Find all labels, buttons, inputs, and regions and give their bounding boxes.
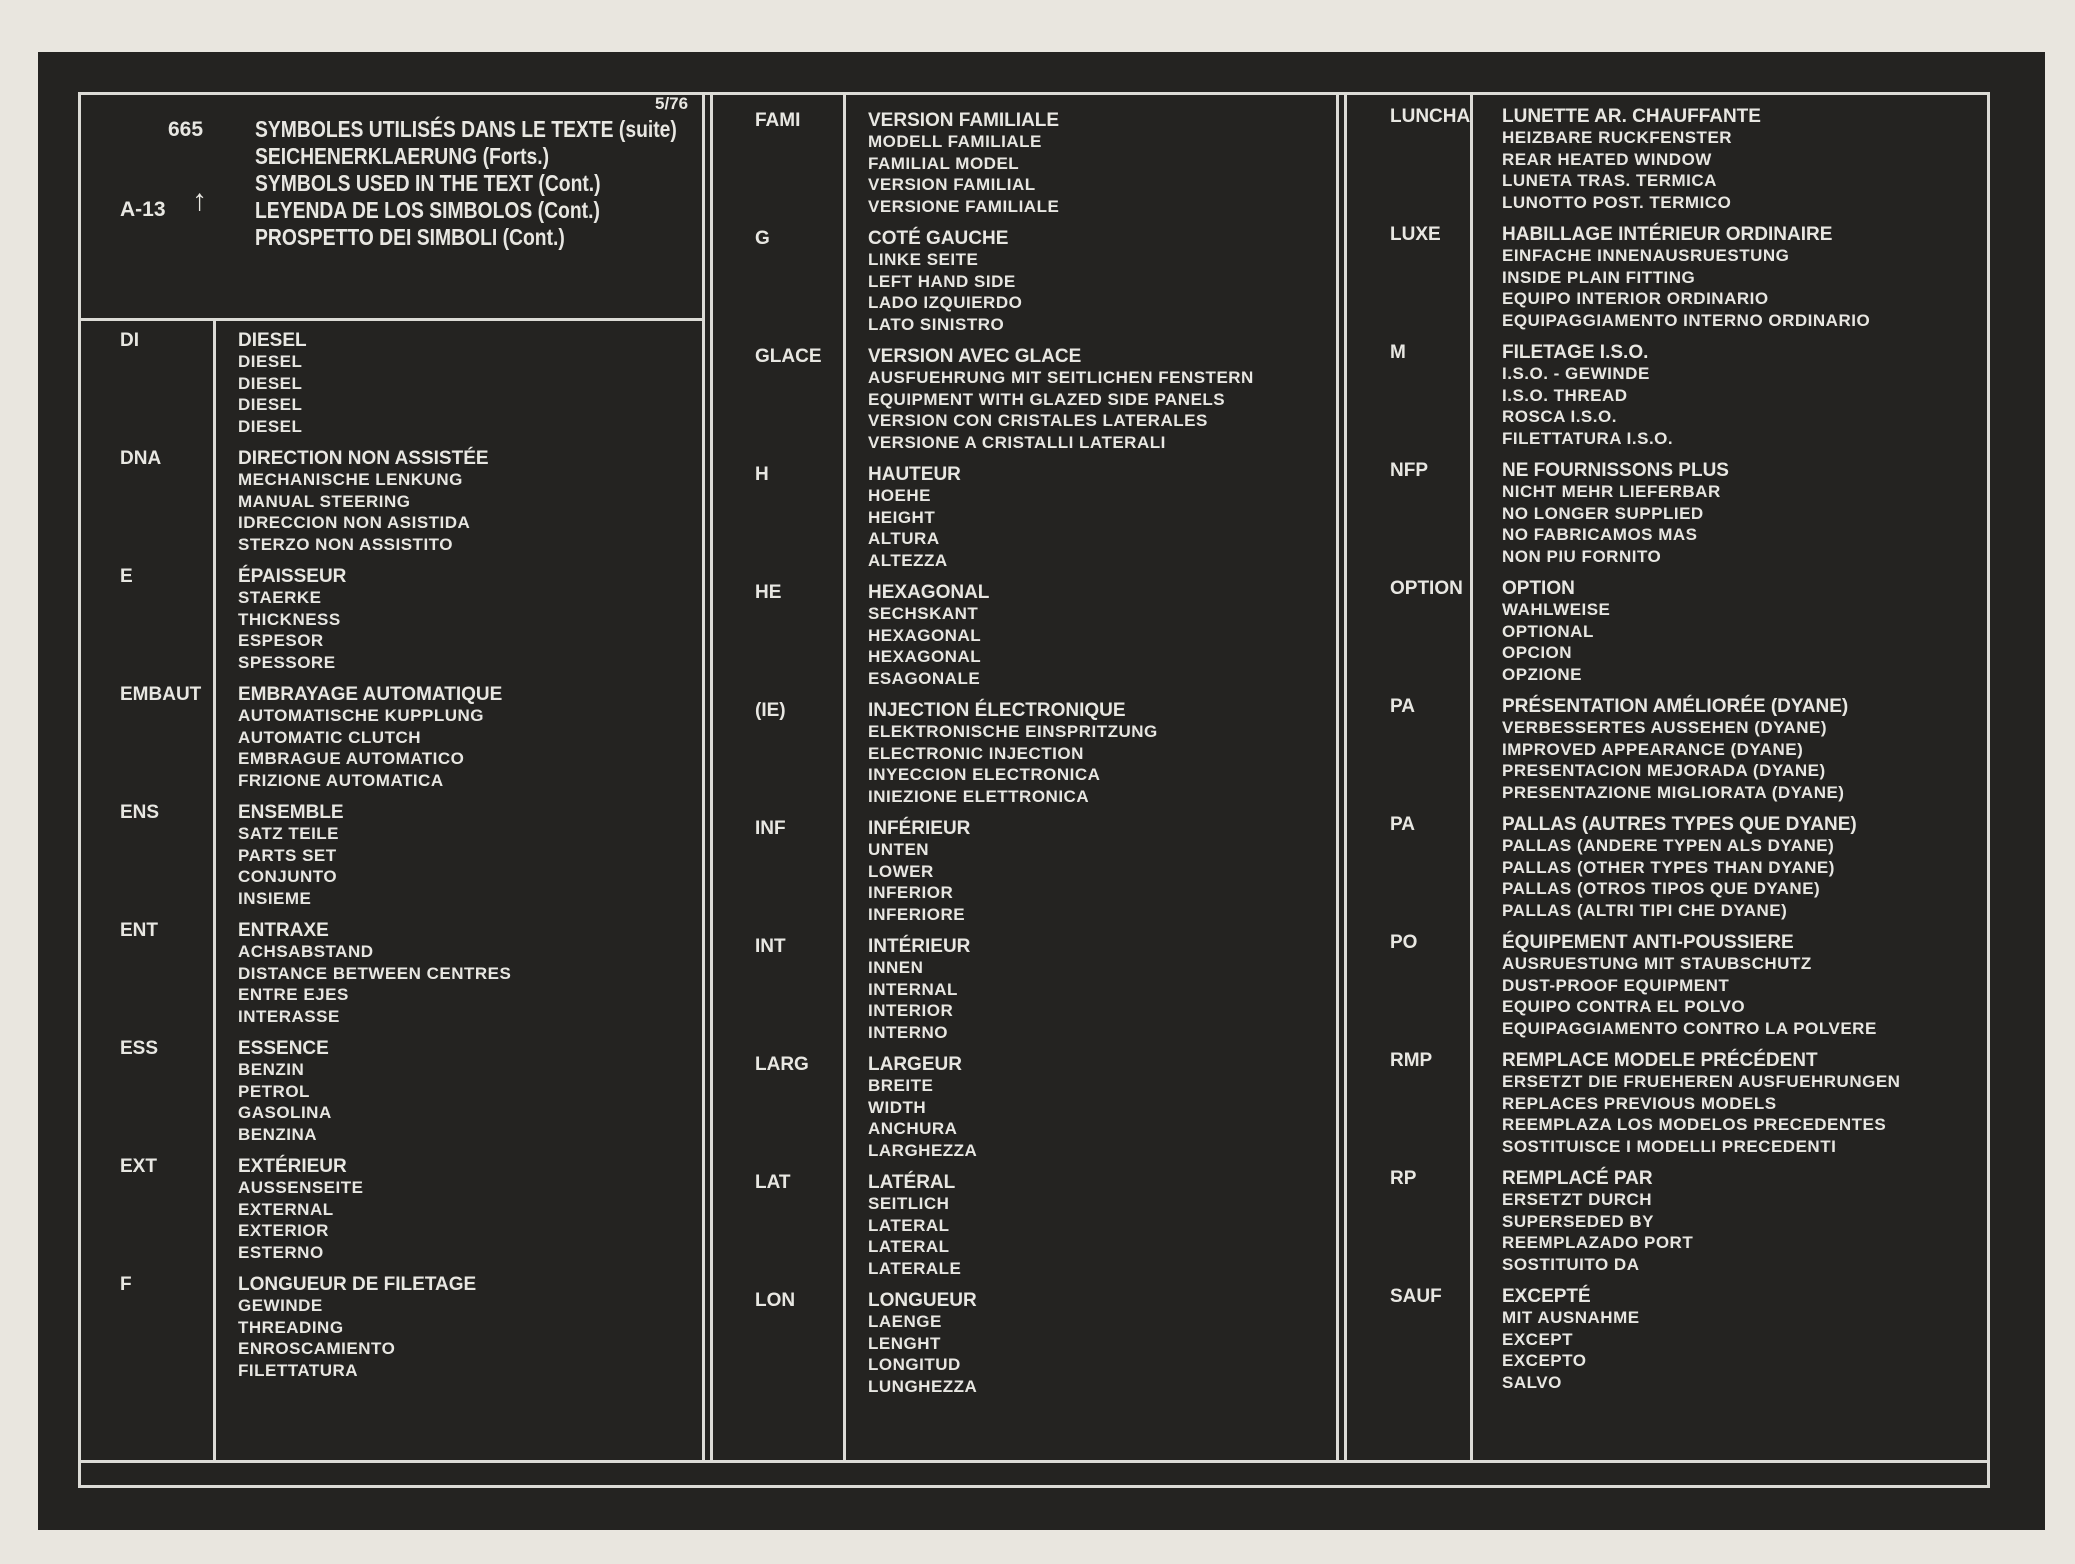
symbol-meaning-translation: SATZ TEILE bbox=[238, 824, 340, 844]
symbol-meaning-translation: LUNETA TRAS. TERMICA bbox=[1502, 171, 1717, 191]
divider-col1-col2-left bbox=[702, 92, 705, 1462]
symbol-translations bbox=[1502, 578, 1610, 685]
symbol-meaning-translation: REEMPLAZA LOS MODELOS PRECEDENTES bbox=[1502, 1115, 1887, 1135]
symbol-meaning-translation: REAR HEATED WINDOW bbox=[1502, 149, 1712, 169]
symbol-meaning-translation: EXTERNAL bbox=[238, 1199, 334, 1219]
symbol-translations bbox=[1502, 814, 1857, 921]
symbol-meaning-translation: OPZIONE bbox=[1502, 664, 1583, 684]
symbol-meaning-translation: LADO IZQUIERDO bbox=[868, 293, 1023, 313]
divider-col2-col3-left bbox=[1336, 92, 1339, 1462]
symbol-meaning-translation: LEFT HAND SIDE bbox=[868, 271, 1016, 291]
symbol-meaning-translation: ENTRE EJES bbox=[238, 985, 349, 1005]
symbol-meaning-translation: SPESSORE bbox=[238, 652, 336, 672]
header-bottom-rule bbox=[78, 318, 705, 321]
symbol-meaning-translation: HEXAGONAL bbox=[868, 625, 982, 645]
symbol-meaning-translation: DIESEL bbox=[238, 352, 303, 372]
header-title-line: SEICHENERKLAERUNG (Forts.) bbox=[255, 143, 550, 169]
symbol-meaning-french: VERSION AVEC GLACE bbox=[868, 346, 1082, 367]
symbol-translations bbox=[1502, 460, 1729, 567]
symbol-meaning-translation: LATERALE bbox=[868, 1258, 962, 1278]
symbol-meaning-translation: AUTOMATISCHE KUPPLUNG bbox=[238, 706, 484, 726]
symbol-meaning-french: HAUTEUR bbox=[868, 464, 961, 485]
symbol-abbreviation: (IE) bbox=[755, 700, 786, 721]
symbol-meaning-french: ÉQUIPEMENT ANTI-POUSSIERE bbox=[1502, 932, 1794, 953]
symbol-abbreviation: NFP bbox=[1390, 460, 1428, 481]
symbol-meaning-translation: SALVO bbox=[1502, 1372, 1562, 1392]
symbol-meaning-translation: ERSETZT DURCH bbox=[1502, 1190, 1653, 1210]
symbol-abbreviation: ESS bbox=[120, 1038, 159, 1059]
symbol-meaning-translation: PALLAS (OTROS TIPOS QUE DYANE) bbox=[1502, 879, 1821, 899]
symbol-translations bbox=[238, 802, 344, 909]
symbol-meaning-translation: PALLAS (OTHER TYPES THAN DYANE) bbox=[1502, 857, 1835, 877]
header-title-line: SYMBOLES UTILISÉS DANS LE TEXTE (suite) bbox=[255, 116, 677, 142]
symbol-meaning-translation: ANCHURA bbox=[868, 1119, 958, 1139]
symbol-meaning-translation: NICHT MEHR LIEFERBAR bbox=[1502, 482, 1721, 502]
symbol-meaning-translation: VERBESSERTES AUSSEHEN (DYANE) bbox=[1502, 718, 1827, 738]
symbol-meaning-translation: LATERAL bbox=[868, 1237, 950, 1257]
symbol-meaning-translation: PALLAS (ALTRI TIPI CHE DYANE) bbox=[1502, 900, 1788, 920]
symbol-meaning-translation: HEIGHT bbox=[868, 507, 936, 527]
symbol-translations bbox=[238, 1274, 476, 1381]
symbol-abbreviation: DI bbox=[120, 330, 139, 351]
page-number: 665 bbox=[168, 118, 204, 141]
symbol-meaning-french: INFÉRIEUR bbox=[868, 818, 971, 839]
symbol-translations bbox=[1502, 342, 1673, 449]
symbol-meaning-translation: EINFACHE INNENAUSRUESTUNG bbox=[1502, 246, 1790, 266]
symbol-abbreviation: INF bbox=[755, 818, 786, 839]
symbol-meaning-translation: SOSTITUISCE I MODELLI PRECEDENTI bbox=[1502, 1136, 1837, 1156]
divider-col2-col3-right bbox=[1344, 92, 1347, 1462]
symbol-meaning-translation: ERSETZT DIE FRUEHEREN AUSFUEHRUNGEN bbox=[1502, 1072, 1901, 1092]
symbol-meaning-translation: HOEHE bbox=[868, 486, 931, 506]
symbol-meaning-french: LONGUEUR DE FILETAGE bbox=[238, 1274, 477, 1295]
symbol-meaning-french: DIESEL bbox=[238, 330, 307, 351]
symbol-meaning-french: HABILLAGE INTÉRIEUR ORDINAIRE bbox=[1502, 224, 1833, 245]
symbol-meaning-translation: ELECTRONIC INJECTION bbox=[868, 743, 1084, 763]
symbol-meaning-translation: EQUIPAGGIAMENTO INTERNO ORDINARIO bbox=[1502, 310, 1871, 330]
symbol-meaning-translation: STERZO NON ASSISTITO bbox=[238, 534, 453, 554]
symbol-meaning-translation: EXTERIOR bbox=[238, 1221, 329, 1241]
symbol-meaning-translation: INNEN bbox=[868, 958, 924, 978]
symbol-translations bbox=[238, 1038, 332, 1145]
divider-col2-abbr bbox=[843, 92, 846, 1462]
symbol-translations bbox=[1502, 696, 1848, 803]
symbol-abbreviation: GLACE bbox=[755, 346, 822, 367]
symbol-meaning-translation: VERSION CON CRISTALES LATERALES bbox=[868, 411, 1208, 431]
symbol-meaning-translation: INTERNAL bbox=[868, 979, 958, 999]
divider-col1-abbr bbox=[213, 320, 216, 1462]
symbol-meaning-translation: IMPROVED APPEARANCE (DYANE) bbox=[1502, 739, 1804, 759]
symbol-meaning-translation: VERSIONE A CRISTALLI LATERALI bbox=[868, 432, 1166, 452]
symbol-meaning-french: HEXAGONAL bbox=[868, 582, 990, 603]
symbol-meaning-french: REMPLACÉ PAR bbox=[1502, 1168, 1653, 1189]
symbol-meaning-translation: VERSION FAMILIAL bbox=[868, 175, 1036, 195]
symbol-meaning-french: LARGEUR bbox=[868, 1054, 962, 1075]
symbol-meaning-translation: INTERASSE bbox=[238, 1006, 340, 1026]
symbol-meaning-translation: PARTS SET bbox=[238, 845, 337, 865]
symbol-meaning-translation: PRESENTACION MEJORADA (DYANE) bbox=[1502, 761, 1826, 781]
symbol-abbreviation: ENS bbox=[120, 802, 160, 823]
symbol-abbreviation: G bbox=[755, 228, 770, 249]
symbol-meaning-french: PALLAS (AUTRES TYPES QUE DYANE) bbox=[1502, 814, 1857, 835]
symbol-abbreviation: INT bbox=[755, 936, 786, 957]
symbol-meaning-translation: THICKNESS bbox=[238, 609, 341, 629]
symbol-meaning-translation: SOSTITUITO DA bbox=[1502, 1254, 1640, 1274]
symbol-meaning-translation: AUSFUEHRUNG MIT SEITLICHEN FENSTERN bbox=[868, 368, 1254, 388]
symbol-meaning-translation: LOWER bbox=[868, 861, 934, 881]
symbol-meaning-french: FILETAGE I.S.O. bbox=[1502, 342, 1649, 363]
symbol-meaning-translation: PALLAS (ANDERE TYPEN ALS DYANE) bbox=[1502, 836, 1835, 856]
symbol-meaning-translation: BENZINA bbox=[238, 1124, 318, 1144]
symbol-meaning-translation: EQUIPMENT WITH GLAZED SIDE PANELS bbox=[868, 389, 1226, 409]
symbol-meaning-translation: REEMPLAZADO PORT bbox=[1502, 1233, 1694, 1253]
symbol-abbreviation: EMBAUT bbox=[120, 684, 202, 705]
header-title-line: PROSPETTO DEI SIMBOLI (Cont.) bbox=[255, 224, 565, 250]
symbol-meaning-translation: DUST-PROOF EQUIPMENT bbox=[1502, 975, 1730, 995]
symbol-abbreviation: DNA bbox=[120, 448, 162, 469]
symbol-meaning-translation: LINKE SEITE bbox=[868, 250, 979, 270]
symbol-abbreviation: LUNCHA bbox=[1390, 106, 1471, 127]
symbol-meaning-translation: HEXAGONAL bbox=[868, 647, 982, 667]
symbol-meaning-french: OPTION bbox=[1502, 578, 1575, 599]
symbol-translations bbox=[868, 346, 1254, 453]
symbol-abbreviation: RMP bbox=[1390, 1050, 1433, 1071]
symbol-meaning-translation: INYECCION ELECTRONICA bbox=[868, 765, 1101, 785]
symbol-translations bbox=[1502, 932, 1877, 1039]
symbol-meaning-translation: EXCEPT bbox=[1502, 1329, 1574, 1349]
symbol-abbreviation: OPTION bbox=[1390, 578, 1463, 599]
symbol-meaning-translation: INTERIOR bbox=[868, 1001, 954, 1021]
symbol-meaning-translation: LARGHEZZA bbox=[868, 1140, 978, 1160]
symbol-meaning-translation: GASOLINA bbox=[238, 1103, 332, 1123]
symbol-abbreviation: E bbox=[120, 566, 133, 587]
symbol-meaning-translation: OPTIONAL bbox=[1502, 621, 1594, 641]
symbol-abbreviation: RP bbox=[1390, 1168, 1417, 1189]
symbol-meaning-french: ESSENCE bbox=[238, 1038, 329, 1059]
symbol-meaning-translation: ESAGONALE bbox=[868, 668, 981, 688]
header-title-line: SYMBOLS USED IN THE TEXT (Cont.) bbox=[255, 170, 601, 196]
symbol-abbreviation: ENT bbox=[120, 920, 158, 941]
symbol-meaning-translation: IDRECCION NON ASISTIDA bbox=[238, 513, 471, 533]
symbol-abbreviation: FAMI bbox=[755, 110, 801, 131]
symbol-meaning-translation: LENGHT bbox=[868, 1333, 941, 1353]
symbol-meaning-french: INJECTION ÉLECTRONIQUE bbox=[868, 700, 1126, 721]
symbol-meaning-translation: NO LONGER SUPPLIED bbox=[1502, 503, 1704, 523]
symbol-meaning-translation: MECHANISCHE LENKUNG bbox=[238, 470, 463, 490]
header-title-line: LEYENDA DE LOS SIMBOLOS (Cont.) bbox=[255, 197, 600, 223]
symbol-meaning-translation: AUSSENSEITE bbox=[238, 1178, 364, 1198]
symbol-translations bbox=[868, 1172, 961, 1279]
symbol-meaning-french: EXCEPTÉ bbox=[1502, 1286, 1591, 1307]
symbol-meaning-translation: CONJUNTO bbox=[238, 867, 338, 887]
symbol-meaning-translation: DISTANCE BETWEEN CENTRES bbox=[238, 963, 512, 983]
symbol-meaning-translation: INSIDE PLAIN FITTING bbox=[1502, 267, 1696, 287]
symbol-meaning-french: LUNETTE AR. CHAUFFANTE bbox=[1502, 106, 1761, 127]
symbol-translations bbox=[868, 818, 970, 925]
symbol-meaning-translation: UNTEN bbox=[868, 840, 930, 860]
symbol-meaning-translation: INSIEME bbox=[238, 888, 312, 908]
symbol-meaning-translation: REPLACES PREVIOUS MODELS bbox=[1502, 1093, 1777, 1113]
symbol-meaning-translation: THREADING bbox=[238, 1317, 344, 1337]
symbol-translations bbox=[1502, 106, 1761, 213]
symbol-meaning-french: PRÉSENTATION AMÉLIORÉE (DYANE) bbox=[1502, 696, 1849, 717]
symbol-abbreviation: PA bbox=[1390, 696, 1415, 717]
symbol-abbreviation: M bbox=[1390, 342, 1406, 363]
symbol-meaning-translation: NO FABRICAMOS MAS bbox=[1502, 525, 1698, 545]
symbol-meaning-translation: LAENGE bbox=[868, 1312, 942, 1332]
symbol-meaning-translation: FAMILIAL MODEL bbox=[868, 153, 1020, 173]
symbol-meaning-translation: INTERNO bbox=[868, 1022, 948, 1042]
symbol-meaning-translation: ESPESOR bbox=[238, 631, 324, 651]
symbol-meaning-translation: SEITLICH bbox=[868, 1194, 950, 1214]
symbol-meaning-translation: ALTEZZA bbox=[868, 550, 948, 570]
symbol-translations bbox=[238, 684, 502, 791]
symbol-abbreviation: LUXE bbox=[1390, 224, 1441, 245]
symbol-meaning-translation: EMBRAGUE AUTOMATICO bbox=[238, 749, 465, 769]
symbol-meaning-french: ÉPAISSEUR bbox=[238, 566, 347, 587]
symbol-meaning-translation: BREITE bbox=[868, 1076, 934, 1096]
symbol-meaning-french: LONGUEUR bbox=[868, 1290, 977, 1311]
symbol-meaning-translation: AUSRUESTUNG MIT STAUBSCHUTZ bbox=[1502, 954, 1812, 974]
symbol-meaning-translation: DIESEL bbox=[238, 395, 303, 415]
symbol-meaning-french: VERSION FAMILIALE bbox=[868, 110, 1060, 131]
symbol-translations bbox=[238, 448, 489, 555]
symbol-meaning-translation: AUTOMATIC CLUTCH bbox=[238, 727, 422, 747]
symbol-abbreviation: LAT bbox=[755, 1172, 791, 1193]
symbol-abbreviation: LON bbox=[755, 1290, 796, 1311]
symbol-meaning-translation: HEIZBARE RUCKFENSTER bbox=[1502, 128, 1733, 148]
symbol-translations bbox=[868, 110, 1059, 217]
symbol-translations bbox=[1502, 1168, 1693, 1275]
symbol-translations bbox=[868, 464, 961, 571]
sheet-ref: 5/76 bbox=[655, 94, 689, 113]
symbol-meaning-translation: BENZIN bbox=[238, 1060, 305, 1080]
symbol-meaning-translation: ALTURA bbox=[868, 529, 940, 549]
symbol-translations bbox=[868, 1290, 977, 1397]
symbol-meaning-french: NE FOURNISSONS PLUS bbox=[1502, 460, 1729, 481]
symbol-meaning-french: EMBRAYAGE AUTOMATIQUE bbox=[238, 684, 503, 705]
symbol-meaning-translation: ELEKTRONISCHE EINSPRITZUNG bbox=[868, 722, 1158, 742]
symbol-meaning-translation: SECHSKANT bbox=[868, 604, 979, 624]
symbol-meaning-french: ENTRAXE bbox=[238, 920, 329, 941]
symbol-meaning-translation: STAERKE bbox=[238, 588, 322, 608]
symbol-meaning-french: DIRECTION NON ASSISTÉE bbox=[238, 448, 489, 469]
section-ref: A-13 bbox=[120, 198, 166, 221]
symbol-meaning-translation: LATERAL bbox=[868, 1215, 950, 1235]
header-titles bbox=[255, 116, 757, 251]
symbol-translations bbox=[238, 1156, 363, 1263]
divider-col3-abbr bbox=[1470, 92, 1473, 1462]
symbol-meaning-translation: NON PIU FORNITO bbox=[1502, 546, 1662, 566]
symbol-meaning-translation: EXCEPTO bbox=[1502, 1351, 1587, 1371]
symbol-abbreviation: PO bbox=[1390, 932, 1418, 953]
symbol-abbreviation: PA bbox=[1390, 814, 1415, 835]
symbol-meaning-translation: EQUIPO CONTRA EL POLVO bbox=[1502, 997, 1746, 1017]
symbol-translations bbox=[238, 330, 307, 437]
symbol-meaning-translation: DIESEL bbox=[238, 373, 303, 393]
symbol-meaning-translation: MIT AUSNAHME bbox=[1502, 1308, 1640, 1328]
symbol-meaning-translation: WIDTH bbox=[868, 1097, 927, 1117]
symbol-meaning-translation: ENROSCAMIENTO bbox=[238, 1339, 396, 1359]
symbol-meaning-translation: EQUIPO INTERIOR ORDINARIO bbox=[1502, 289, 1769, 309]
symbol-meaning-translation: LUNGHEZZA bbox=[868, 1376, 978, 1396]
symbol-meaning-translation: GEWINDE bbox=[238, 1296, 323, 1316]
footer-rule-top bbox=[78, 1460, 1990, 1463]
symbol-meaning-french: EXTÉRIEUR bbox=[238, 1156, 347, 1177]
symbol-abbreviation: H bbox=[755, 464, 769, 485]
symbol-meaning-translation: OPCION bbox=[1502, 643, 1573, 663]
symbol-meaning-french: COTÉ GAUCHE bbox=[868, 228, 1009, 249]
symbol-translations bbox=[1502, 224, 1870, 331]
symbol-meaning-translation: LATO SINISTRO bbox=[868, 314, 1005, 334]
symbol-translations bbox=[238, 566, 346, 673]
symbol-abbreviation: F bbox=[120, 1274, 132, 1295]
symbol-meaning-translation: INFERIOR bbox=[868, 883, 954, 903]
symbol-meaning-translation: PETROL bbox=[238, 1081, 310, 1101]
symbol-meaning-translation: MODELL FAMILIALE bbox=[868, 132, 1042, 152]
symbol-meaning-translation: ESTERNO bbox=[238, 1242, 324, 1262]
symbol-meaning-french: LATÉRAL bbox=[868, 1172, 956, 1193]
symbol-meaning-translation: PRESENTAZIONE MIGLIORATA (DYANE) bbox=[1502, 782, 1845, 802]
symbol-translations bbox=[868, 228, 1022, 335]
symbol-abbreviation: LARG bbox=[755, 1054, 809, 1075]
symbol-meaning-translation: I.S.O. THREAD bbox=[1502, 385, 1628, 405]
symbol-meaning-translation: ROSCA I.S.O. bbox=[1502, 407, 1617, 427]
symbol-meaning-translation: ACHSABSTAND bbox=[238, 942, 374, 962]
symbol-meaning-french: REMPLACE MODELE PRÉCÉDENT bbox=[1502, 1050, 1818, 1071]
symbol-meaning-translation: I.S.O. - GEWINDE bbox=[1502, 364, 1650, 384]
symbol-meaning-translation: FILETTATURA I.S.O. bbox=[1502, 428, 1674, 448]
symbol-meaning-translation: DIESEL bbox=[238, 416, 303, 436]
symbol-translations bbox=[1502, 1050, 1900, 1157]
symbol-meaning-translation: LONGITUD bbox=[868, 1355, 961, 1375]
symbol-translations bbox=[238, 920, 511, 1027]
symbol-translations bbox=[868, 936, 970, 1043]
symbol-translations bbox=[868, 700, 1158, 807]
symbol-meaning-translation: INIEZIONE ELETTRONICA bbox=[868, 786, 1090, 806]
symbol-meaning-translation: VERSIONE FAMILIALE bbox=[868, 196, 1060, 216]
symbol-meaning-translation: FRIZIONE AUTOMATICA bbox=[238, 770, 444, 790]
symbol-abbreviation: EXT bbox=[120, 1156, 157, 1177]
symbol-meaning-translation: INFERIORE bbox=[868, 904, 966, 924]
divider-col1-col2-right bbox=[710, 92, 713, 1462]
symbol-meaning-translation: EQUIPAGGIAMENTO CONTRO LA POLVERE bbox=[1502, 1018, 1877, 1038]
symbol-meaning-french: ENSEMBLE bbox=[238, 802, 344, 823]
up-arrow-icon: ↑ bbox=[192, 184, 207, 217]
symbol-meaning-translation: MANUAL STEERING bbox=[238, 491, 411, 511]
symbol-translations bbox=[868, 582, 989, 689]
symbol-meaning-french: INTÉRIEUR bbox=[868, 936, 971, 957]
symbol-meaning-translation: LUNOTTO POST. TERMICO bbox=[1502, 192, 1732, 212]
symbol-abbreviation: HE bbox=[755, 582, 782, 603]
symbol-abbreviation: SAUF bbox=[1390, 1286, 1442, 1307]
symbol-translations bbox=[1502, 1286, 1640, 1393]
symbol-meaning-translation: FILETTATURA bbox=[238, 1360, 359, 1380]
symbol-meaning-translation: SUPERSEDED BY bbox=[1502, 1211, 1654, 1231]
symbol-meaning-translation: WAHLWEISE bbox=[1502, 600, 1611, 620]
symbol-translations bbox=[868, 1054, 977, 1161]
